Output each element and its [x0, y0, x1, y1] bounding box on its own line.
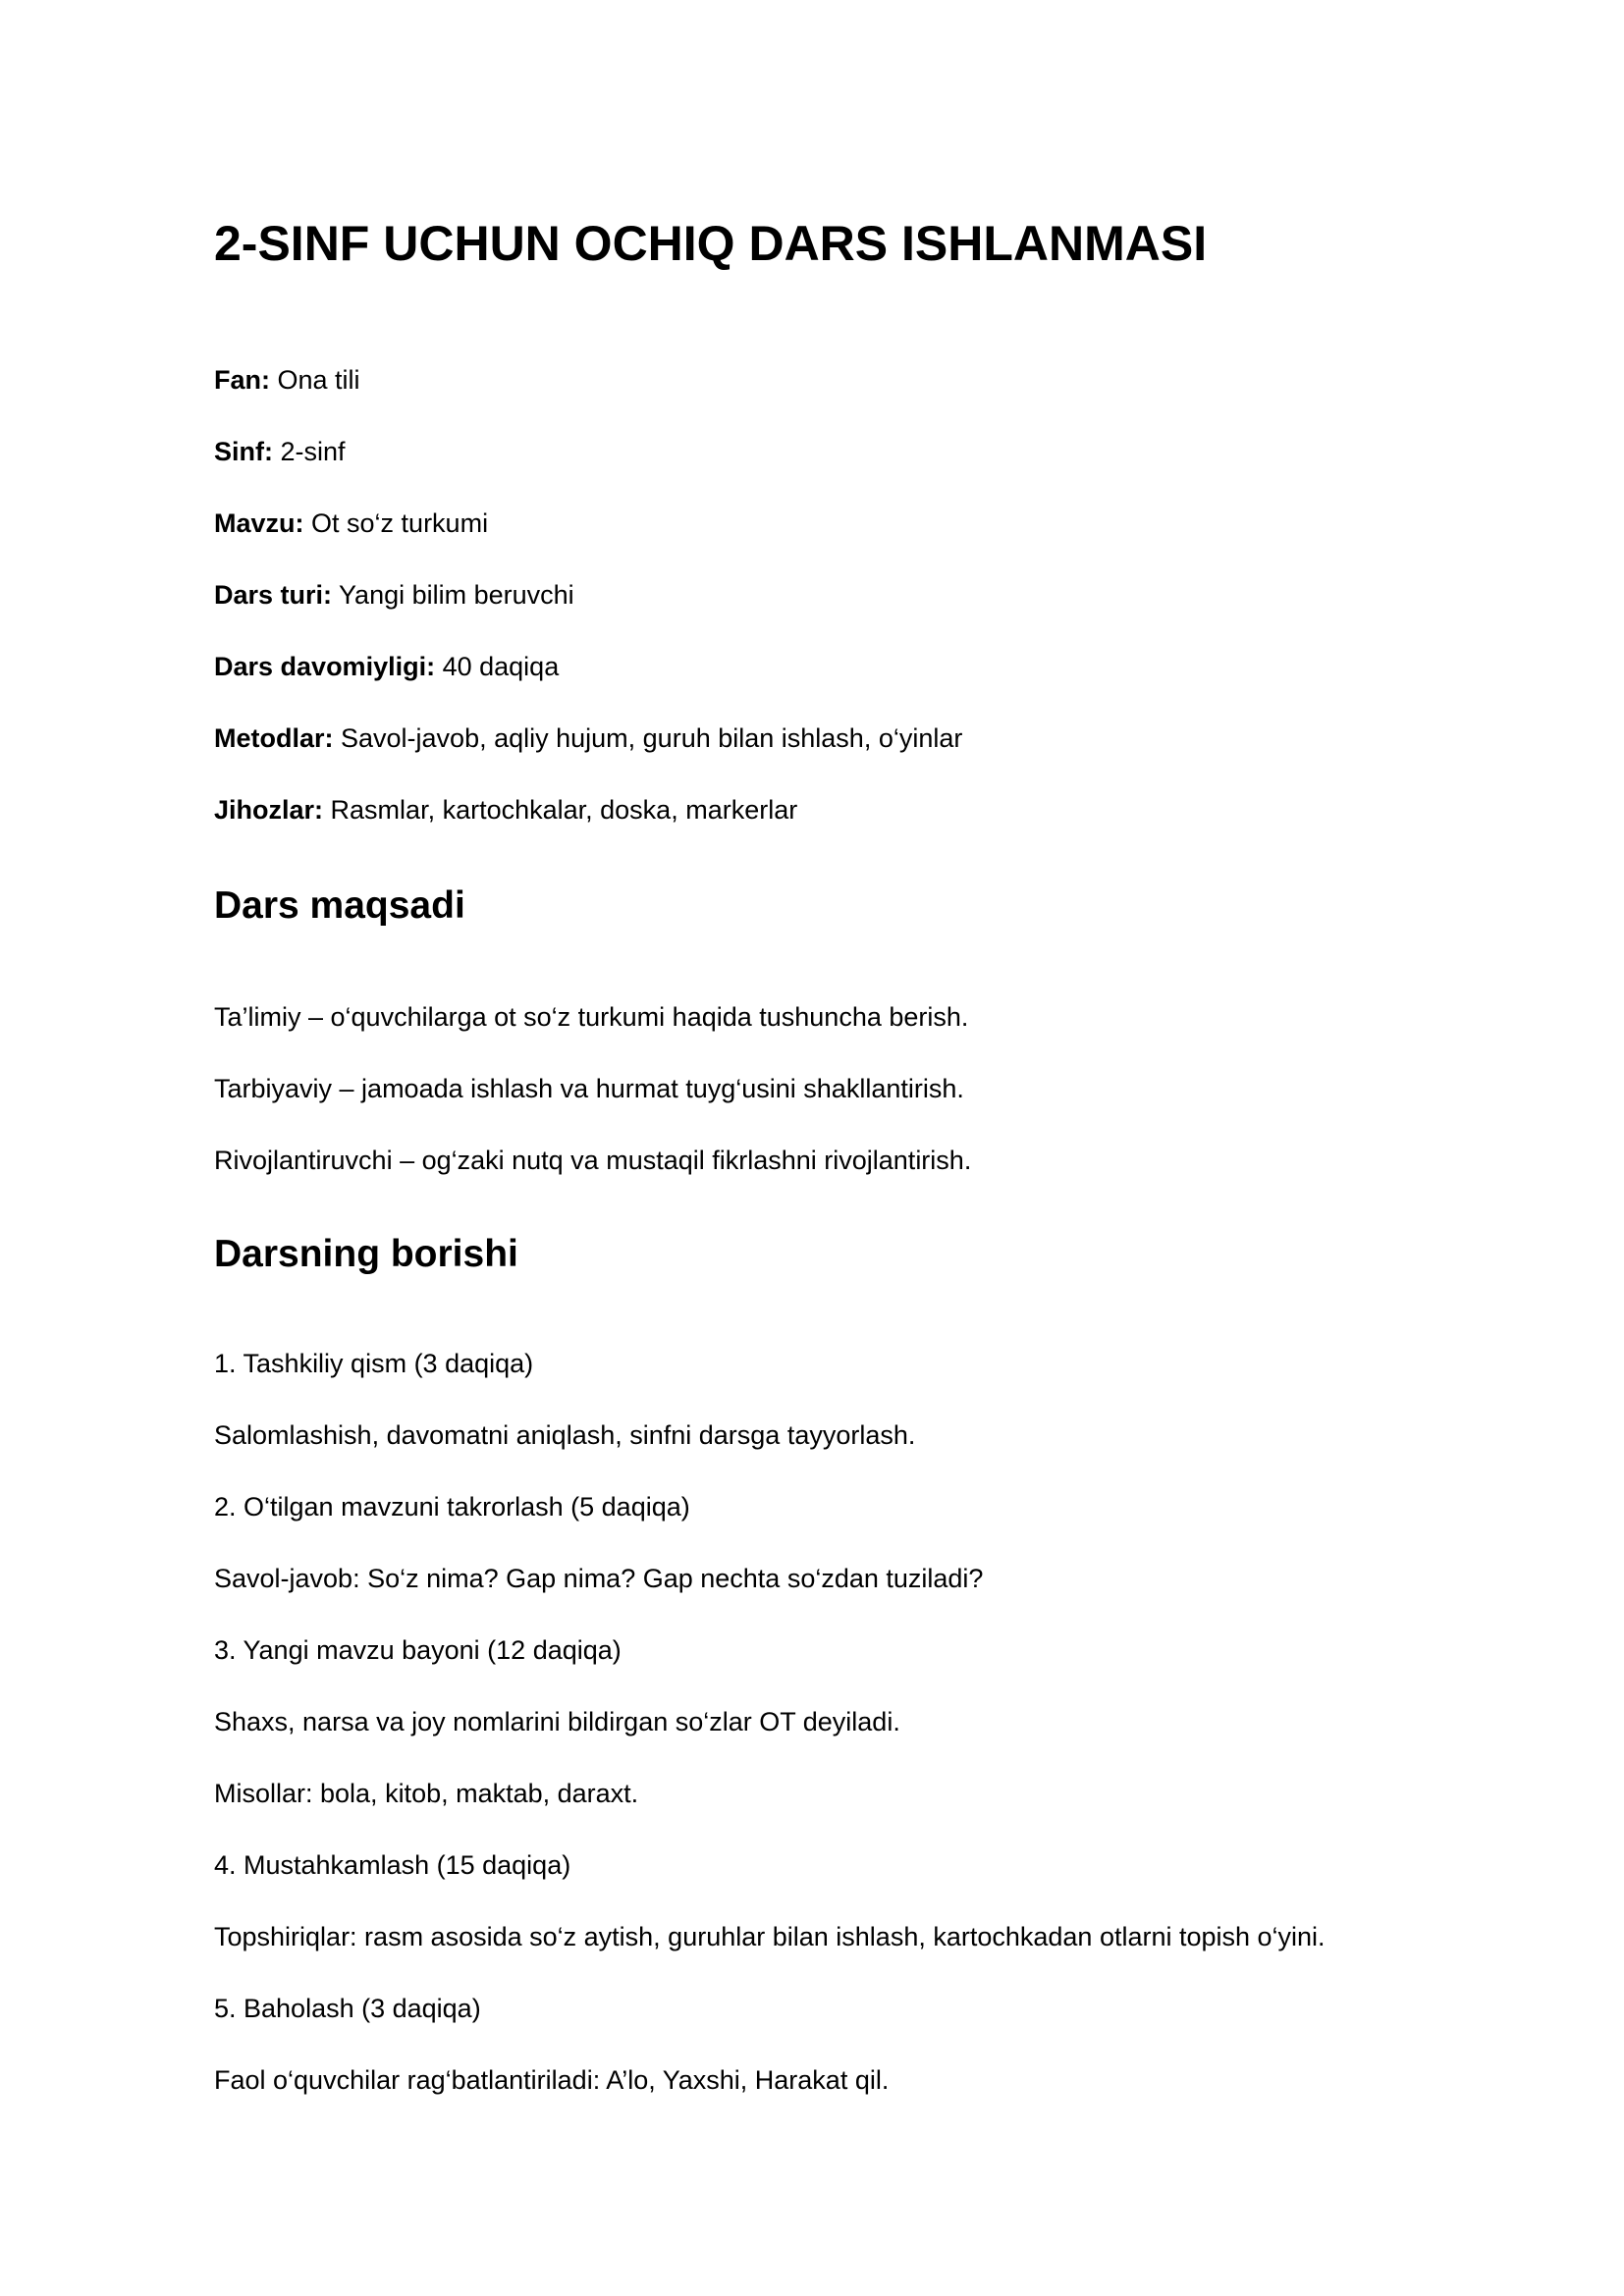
meta-label: Jihozlar: — [214, 795, 324, 825]
meta-duration — [214, 650, 559, 683]
goals-heading: Dars maqsadi — [214, 884, 465, 927]
meta-value: 40 daqiqa — [442, 652, 560, 681]
process-step-text: Savol-javob: So‘z nima? Gap nima? Gap nechta so‘zdan tuziladi? — [214, 1564, 984, 1593]
process-step-text: Salomlashish, davomatni aniqlash, sinfni darsga tayyorlash. — [214, 1420, 916, 1450]
meta-label: Sinf: — [214, 437, 273, 466]
meta-label: Metodlar: — [214, 723, 334, 753]
meta-label: Fan: — [214, 365, 270, 395]
process-step-text: Misollar: bola, kitob, maktab, daraxt. — [214, 1779, 639, 1808]
process-step-title: 3. Yangi mavzu bayoni (12 daqiqa) — [214, 1635, 622, 1665]
meta-value: 2-sinf — [280, 437, 346, 466]
meta-grade — [214, 435, 346, 468]
process-step-title: 1. Tashkiliy qism (3 daqiqa) — [214, 1349, 534, 1378]
meta-equipment — [214, 793, 797, 827]
meta-label: Mavzu: — [214, 508, 304, 538]
process-step-title: 2. O‘tilgan mavzuni takrorlash (5 daqiqa) — [214, 1492, 690, 1522]
process-step-title: 5. Baholash (3 daqiqa) — [214, 1994, 481, 2023]
meta-topic — [214, 507, 488, 540]
process-step-text: Topshiriqlar: rasm asosida so‘z aytish, guruhlar bilan ishlash, kartochkadan otlarni topish o‘yini. — [214, 1922, 1326, 1951]
goal-item: Ta’limiy – o‘quvchilarga ot so‘z turkumi haqida tushuncha berish. — [214, 1002, 969, 1032]
process-heading: Darsning borishi — [214, 1233, 518, 1275]
meta-value: Yangi bilim beruvchi — [339, 580, 574, 610]
meta-lesson-type — [214, 578, 574, 612]
meta-label: Dars davomiyligi: — [214, 652, 436, 681]
meta-subject — [214, 363, 360, 397]
goal-item: Rivojlantiruvchi – og‘zaki nutq va mustaqil fikrlashni rivojlantirish. — [214, 1146, 972, 1175]
meta-label: Dars turi: — [214, 580, 333, 610]
process-step-text: Faol o‘quvchilar rag‘batlantiriladi: A’lo, Yaxshi, Harakat qil. — [214, 2065, 890, 2095]
meta-methods — [214, 721, 962, 755]
process-step-title: 4. Mustahkamlash (15 daqiqa) — [214, 1850, 571, 1880]
process-step-text: Shaxs, narsa va joy nomlarini bildirgan so‘zlar OT deyiladi. — [214, 1707, 900, 1736]
goal-item: Tarbiyaviy – jamoada ishlash va hurmat tuyg‘usini shakllantirish. — [214, 1074, 964, 1103]
meta-value: Ot so‘z turkumi — [311, 508, 489, 538]
meta-value: Savol-javob, aqliy hujum, guruh bilan ishlash, o‘yinlar — [341, 723, 963, 753]
meta-value: Rasmlar, kartochkalar, doska, markerlar — [330, 795, 798, 825]
meta-value: Ona tili — [277, 365, 360, 395]
document-title: 2-SINF UCHUN OCHIQ DARS ISHLANMASI — [214, 216, 1208, 271]
